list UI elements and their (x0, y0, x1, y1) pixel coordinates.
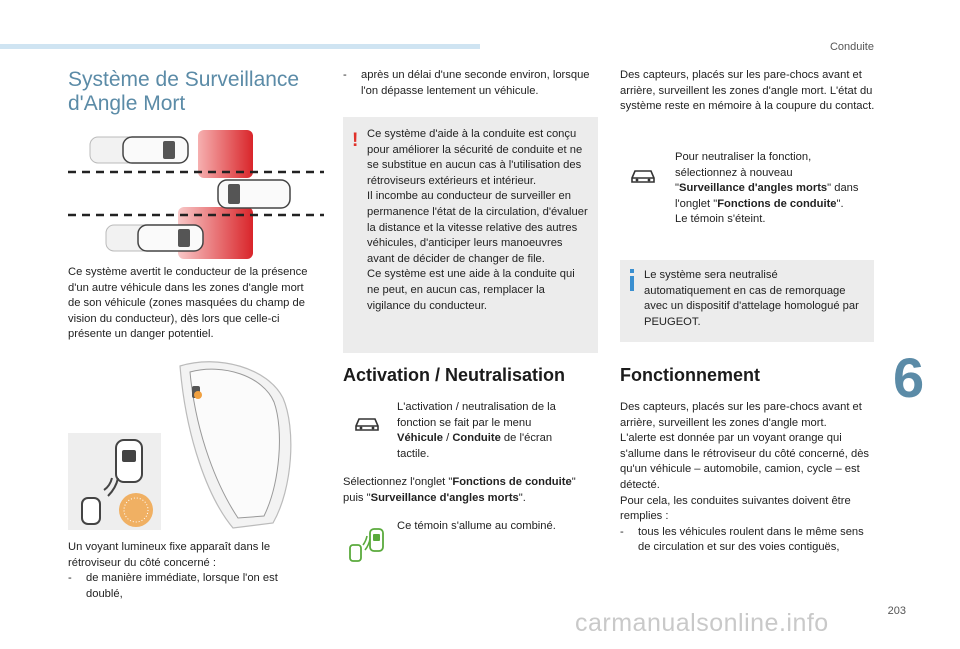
warning-p2: Il incombe au conducteur de surveiller en permanence l'état de la circulation, d'évaluer la distance et la vitesse relative des autres véhicules, d'anticiper leurs manoeuvres avant de décider de changer de file. (367, 190, 588, 265)
menu-pre: L'activation / neutralisation de la fonction se fait par le menu (397, 401, 556, 429)
sensors-text: Des capteurs, placés sur les pare-chocs avant et arrière, surveillent les zones d'angle mort. L'état du système reste en mémoire à la coupure du contact. (620, 69, 875, 113)
intro-text: Ce système avertit le conducteur de la présence d'un autre véhicule dans les zones d'angle mort de son véhicule (zones masquées du champ de vision du conducteur), dès lors que celle-ci présente un danger potentiel. (68, 266, 308, 341)
witness-text: Ce témoin s'allume au combiné. (397, 520, 556, 532)
neutralize-tab: Fonctions de conduite (717, 197, 837, 210)
page-title: Système de Surveillance d'Angle Mort (68, 68, 300, 115)
fonctionnement-heading: Fonctionnement (620, 365, 760, 385)
fonctionnement-p2: L'alerte est donnée par un voyant orange qui s'allume dans le rétroviseur du côté concerné, dès qu'un véhicule – automobile, camion, cycle – est détecté. (620, 432, 870, 491)
neutralize-text (675, 150, 865, 228)
neutralize-off: Le témoin s'éteint. (675, 213, 766, 226)
info-text: Le système sera neutralisé automatiquement en cas de remorquage avec un dispositif d'attelage homologué par PEUGEOT. (644, 269, 859, 328)
voyant-bullet-2-row (343, 68, 599, 99)
blind-spot-witness-icon (346, 527, 386, 565)
activation-heading: Activation / Neutralisation (343, 365, 566, 385)
select-item: Surveillance d'angles morts (370, 491, 519, 504)
fonctionnement-bullet-1 (620, 525, 876, 556)
voyant-bullet-1 (68, 571, 308, 602)
voyant-block (68, 540, 308, 602)
voyant-bullet-2 (343, 68, 599, 99)
voyant-intro: Un voyant lumineux fixe apparaît dans le rétroviseur du côté concerné : (68, 541, 271, 569)
warning-box (343, 117, 598, 353)
header-bar (0, 44, 480, 49)
warning-p3: Ce système est une aide à la conduite qui ne peut, en aucun cas, remplacer la vigilance du conducteur. (367, 268, 575, 312)
select-post: ". (518, 491, 526, 504)
neutralize-pre: Pour neutraliser la fonction, sélectionnez à nouveau " (675, 151, 812, 195)
info-box (620, 260, 874, 342)
car-menu-icon (353, 415, 381, 433)
neutralize-item: Surveillance d'angles morts (678, 182, 828, 195)
menu-post: de l'écran tactile. (397, 432, 553, 460)
select-pre: Sélectionnez l'onglet " (343, 476, 453, 488)
warning-p1: Ce système d'aide à la conduite est conçu pour améliorer la sécurité de conduite et ne se substitue en aucun cas à l'utilisation des rétroviseurs extérieurs et intérieur. (367, 128, 583, 187)
section-header: Conduite (829, 41, 874, 53)
blind-spot-illustration (68, 125, 324, 260)
bullet-dash: - (68, 572, 72, 585)
select-tab: Fonctions de conduite (452, 476, 572, 488)
voyant-bullet-2-text: après un délai d'une seconde environ, lorsque l'on dépasse lentement un véhicule. (361, 69, 590, 97)
warning-exclamation-icon: ! (352, 130, 359, 151)
voyant-bullet-1-text: de manière immédiate, lorsque l'on est doublé, (86, 572, 278, 600)
menu-sep: / (443, 432, 453, 445)
info-icon (629, 269, 635, 291)
fonctionnement-block (620, 400, 876, 556)
page-number: 203 (887, 605, 906, 617)
car-menu-icon (629, 167, 657, 185)
menu-conduite: Conduite (452, 432, 501, 445)
fonctionnement-p3: Pour cela, les conduites suivantes doivent être remplies : (620, 494, 851, 523)
chapter-number: 6 (893, 346, 925, 409)
activation-select-text (343, 475, 599, 506)
neutralize-mid: " dans l'onglet " (675, 182, 859, 210)
menu-vehicule: Véhicule (397, 432, 444, 445)
select-mid: " puis " (343, 476, 576, 504)
activation-menu-text (397, 400, 572, 462)
bullet-dash: - (620, 525, 624, 538)
bullet-dash: - (343, 69, 347, 81)
fonctionnement-p1: Des capteurs, placés sur les pare-chocs avant et arrière, surveillent les zones d'angle mort. (620, 401, 862, 429)
mirror-illustration (68, 358, 316, 530)
fonctionnement-bullet-1-text: tous les véhicules roulent dans le même sens de circulation et sur des voies contiguës, (638, 525, 864, 554)
watermark: carmanualsonline.info (575, 609, 829, 637)
neutralize-post: ". (836, 197, 844, 210)
